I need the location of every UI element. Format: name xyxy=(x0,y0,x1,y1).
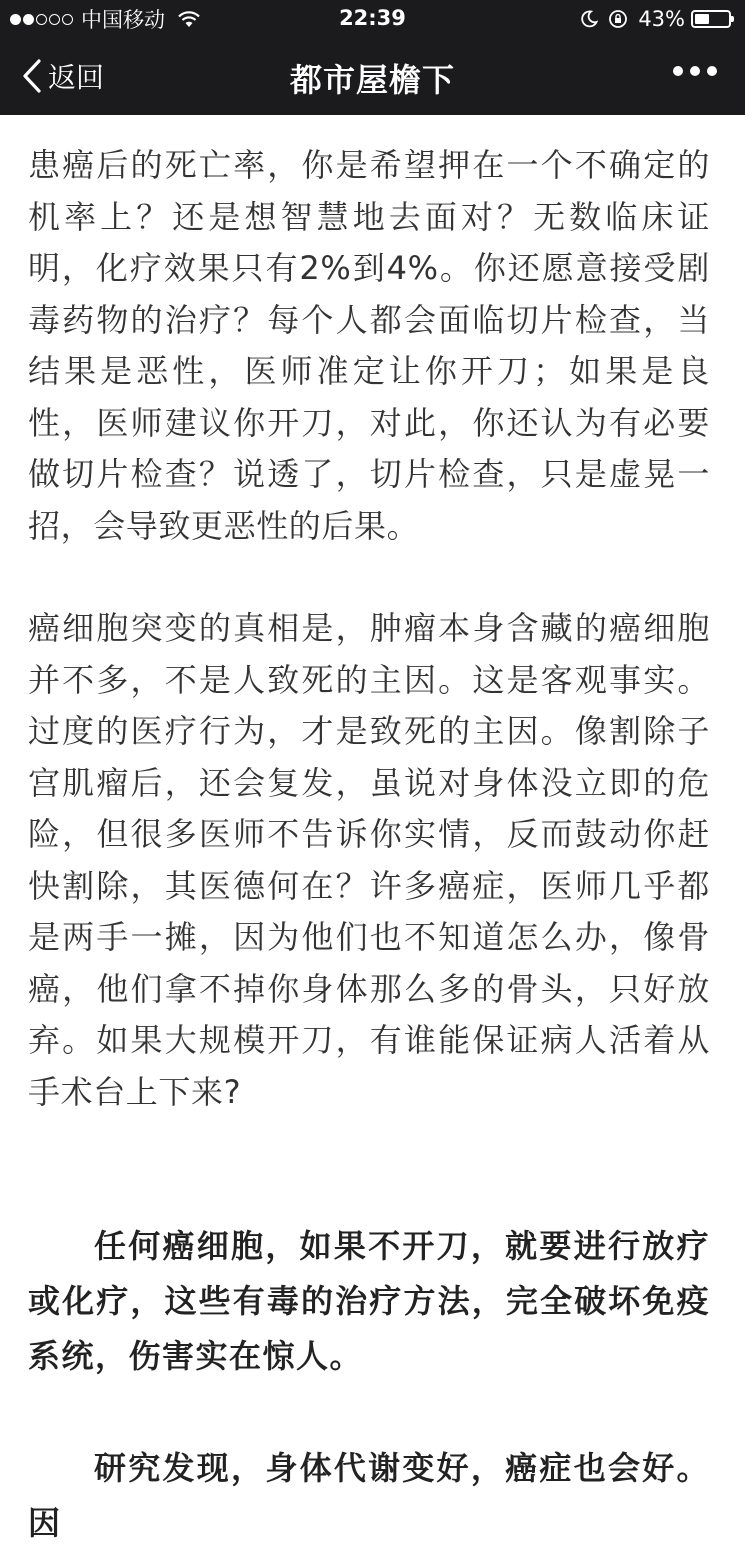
article-body xyxy=(28,140,710,1551)
article-paragraph: 任何癌细胞，如果不开刀，就要进行放疗或化疗，这些有毒的治疗方法，完全破坏免疫系统，伤害实在惊人。 xyxy=(28,1227,710,1375)
battery-fill xyxy=(695,14,709,24)
article-paragraph: 癌细胞突变的真相是，肿瘤本身含藏的癌细胞并不多，不是人致死的主因。这是客观事实。过度的医疗行为，才是致死的主因。像割除子宫肌瘤后，还会复发，虽说对身体没立即的危险，但很多医师不告诉你实情，反而鼓动你赶快割除，其医德何在？许多癌症，医师几乎都是两手一摊，因为他们也不知道怎么办，像骨癌，他们拿不掉你身体那么多的骨头，只好放弃。如果大规模开刀，有谁能保证病人活着从手术台上下来? xyxy=(28,609,710,1111)
status-right-group xyxy=(580,6,731,32)
battery-icon xyxy=(691,10,731,28)
navigation-bar xyxy=(0,38,745,115)
back-label: 返回 xyxy=(48,61,105,94)
status-time: 22:39 xyxy=(339,6,406,30)
top-bar xyxy=(0,0,745,115)
carrier-name: 中国移动 xyxy=(81,8,165,32)
moon-icon xyxy=(580,10,598,28)
status-bar xyxy=(0,0,745,38)
battery-percent: 43% xyxy=(638,7,685,31)
rotation-lock-icon xyxy=(608,9,628,29)
more-dots-icon[interactable] xyxy=(666,66,717,76)
page-title: 都市屋檐下 xyxy=(289,61,455,99)
article-paragraph: 患癌后的死亡率，你是希望押在一个不确定的机率上？还是想智慧地去面对？无数临床证明，化疗效果只有2%到4%。你还愿意接受剧毒药物的治疗？每个人都会面临切片检查，当结果是恶性，医师准定让你开刀；如果是良性，医师建议你开刀，对此，你还认为有必要做切片检查？说透了，切片检查，只是虚晃一招，会导致更恶性的后果。 xyxy=(28,146,710,545)
article-paragraph: 研究发现，身体代谢变好，癌症也会好。因 xyxy=(28,1449,710,1542)
